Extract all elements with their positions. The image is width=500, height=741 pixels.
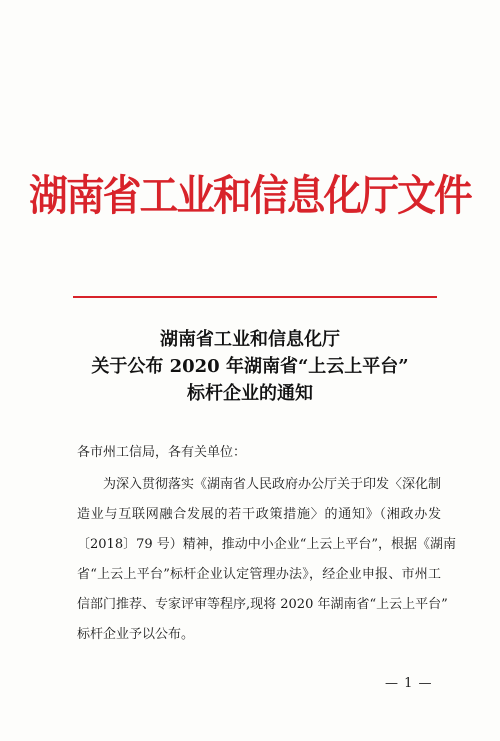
title-line-issuer: 湖南省工业和信息化厅 [160, 329, 340, 350]
body-line: 标杆企业予以公布。 [77, 627, 195, 642]
body-line: 信部门推荐、专家评审等程序,现将 2020 年湖南省“上云上平台” [77, 597, 448, 612]
body-line: 造业与互联网融合发展的若干政策措施〉的通知》（湘政办发 [77, 507, 441, 522]
page-number: — 1 — [385, 676, 433, 691]
notice-title [0, 326, 500, 407]
body-paragraph [77, 470, 457, 650]
title-line-topic: 标杆企业的通知 [187, 383, 313, 404]
salutation: 各市州工信局，各有关单位： [77, 445, 247, 460]
document-masthead: 湖南省工业和信息化厅文件 [29, 171, 471, 220]
title-line-subject: 关于公布 2020 年湖南省“上云上平台” [91, 356, 409, 377]
body-line: 省“上云上平台”标杆企业认定管理办法》，经企业申报、市州工 [77, 567, 441, 582]
body-line: 〔2018〕79 号）精神，推动中小企业“上云上平台”，根据《湖南 [77, 537, 457, 552]
body-line: 为深入贯彻落实《湖南省人民政府办公厅关于印发〈深化制 [103, 477, 442, 492]
red-separator-line [73, 296, 437, 298]
